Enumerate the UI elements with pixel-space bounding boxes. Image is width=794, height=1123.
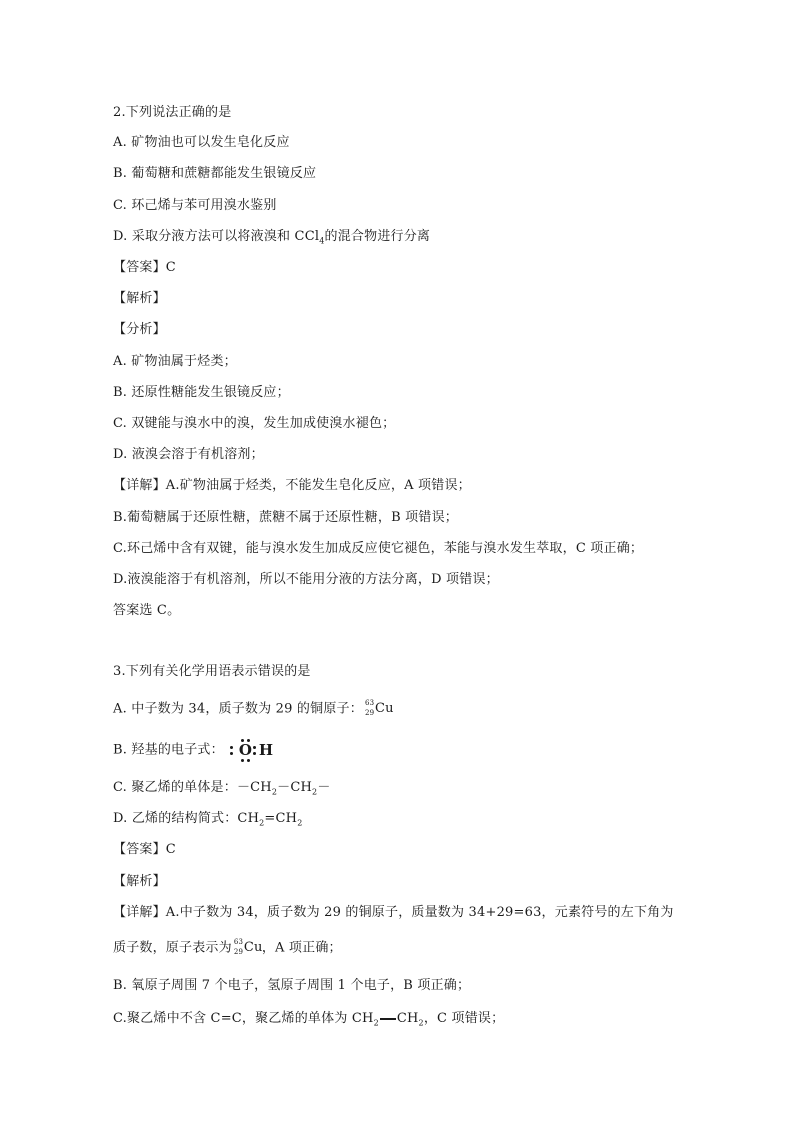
q2-analysis-b: B. 还原性糖能发生银镜反应； — [113, 385, 290, 400]
q3-title: 3.下列有关化学用语表示错误的是 — [113, 664, 311, 679]
q3-jiexi-heading: 【解析】 — [113, 874, 166, 889]
electron-dot — [247, 759, 250, 762]
nuclide-atomic-number: 29 — [364, 709, 375, 717]
q3-detail-2 — [113, 939, 342, 958]
q2-detail-2: B.葡萄糖属于还原性糖，蔗糖不属于还原性糖，B 项错误； — [113, 510, 458, 525]
q2-jiexi-heading: 【解析】 — [113, 291, 166, 306]
nuclide-atomic-number: 29 — [233, 948, 244, 956]
nuclide-mass-number: 63 — [233, 938, 244, 946]
nuclide-mass-number: 63 — [364, 699, 375, 707]
q2-title: 2.下列说法正确的是 — [113, 105, 232, 120]
q3-detail-4-sub2: 2 — [418, 1018, 424, 1028]
q2-option-a: A. 矿物油也可以发生皂化反应 — [113, 135, 290, 150]
single-bond-line — [380, 1018, 396, 1020]
q2-analysis-a: A. 矿物油属于烃类； — [113, 354, 237, 369]
q2-option-d-post: 的混合物进行分离 — [324, 229, 431, 244]
q3-detail-4-text: C.聚乙烯中不含 C=C，聚乙烯的单体为 CH — [113, 1011, 374, 1026]
q3-option-b — [113, 739, 272, 761]
q2-analysis-c: C. 双键能与溴水中的溴，发生加成使溴水褪色； — [113, 416, 396, 431]
q3-option-c-sub1: 2 — [271, 787, 278, 797]
q3-option-a — [113, 700, 393, 719]
q3-detail-1: 【详解】A.中子数为 34，质子数为 29 的铜原子，质量数为 34+29=63，元素符号的左下角为 — [113, 905, 674, 920]
q3-detail-4-post: ，C 项错误； — [423, 1011, 505, 1026]
q3-option-c-mid: －CH — [277, 780, 313, 795]
electron-dot — [230, 752, 233, 755]
q2-option-d — [113, 228, 430, 246]
q3-detail-2-post: ，A 项正确； — [261, 940, 342, 956]
q2-option-d-sub: 4 — [319, 236, 325, 246]
q3-option-c-text: C. 聚乙烯的单体是：－CH — [113, 780, 272, 795]
q3-option-b-text: B. 羟基的电子式： — [113, 742, 224, 758]
q3-option-c-post: － — [317, 780, 331, 795]
q2-option-b: B. 葡萄糖和蔗糖都能发生银镜反应 — [113, 166, 317, 181]
electron-dot — [230, 746, 233, 749]
q2-detail-1: 【详解】A.矿物油属于烃类，不能发生皂化反应，A 项错误； — [113, 478, 471, 493]
electron-dot — [253, 746, 256, 749]
q2-answer: 【答案】C — [113, 260, 176, 275]
nuclide-symbol: Cu — [374, 701, 394, 716]
q3-detail-4-ch: CH — [396, 1011, 419, 1026]
q3-detail-4-sub1: 2 — [373, 1018, 379, 1028]
q2-analysis-d: D. 液溴会溶于有机溶剂； — [113, 447, 264, 462]
q2-detail-4: D.液溴能溶于有机溶剂，所以不能用分液的方法分离，D 项错误； — [113, 572, 499, 587]
q3-answer: 【答案】C — [113, 842, 176, 857]
q3-option-d-sub1: 2 — [259, 818, 265, 828]
q3-option-c-sub2: 2 — [312, 787, 318, 797]
lewis-oxygen: O — [238, 741, 253, 759]
q2-option-c: C. 环己烯与苯可用溴水鉴别 — [113, 198, 277, 213]
q3-option-c — [113, 779, 331, 797]
q3-option-a-text: A. 中子数为 34，质子数为 29 的铜原子： — [113, 701, 363, 717]
electron-dot — [241, 759, 244, 762]
q2-option-d-text: D. 采取分液方法可以将液溴和 CCl — [113, 229, 320, 244]
electron-dot — [253, 752, 256, 755]
q3-option-d-mid: =CH — [264, 811, 298, 826]
lewis-hydrogen: H — [258, 741, 274, 759]
q3-option-d — [113, 810, 302, 828]
q2-final-answer: 答案选 C。 — [113, 603, 181, 618]
nuclide-symbol: Cu — [243, 940, 263, 955]
q3-detail-2-text: 质子数，原子表示为 — [113, 940, 232, 956]
q3-option-d-text: D. 乙烯的结构简式：CH — [113, 811, 260, 826]
q2-detail-3: C.环己烯中含有双键，能与溴水发生加成反应使它褪色，苯能与溴水发生萃取，C 项正确； — [113, 541, 644, 556]
q3-option-d-sub2: 2 — [297, 818, 303, 828]
copper-nuclide — [365, 700, 393, 718]
q2-fenxi-heading: 【分析】 — [113, 322, 166, 337]
q3-detail-4 — [113, 1010, 504, 1028]
hydroxyl-electron-formula — [228, 739, 272, 761]
q3-detail-3: B. 氧原子周围 7 个电子，氢原子周围 1 个电子，B 项正确； — [113, 978, 471, 993]
copper-nuclide — [234, 939, 262, 957]
